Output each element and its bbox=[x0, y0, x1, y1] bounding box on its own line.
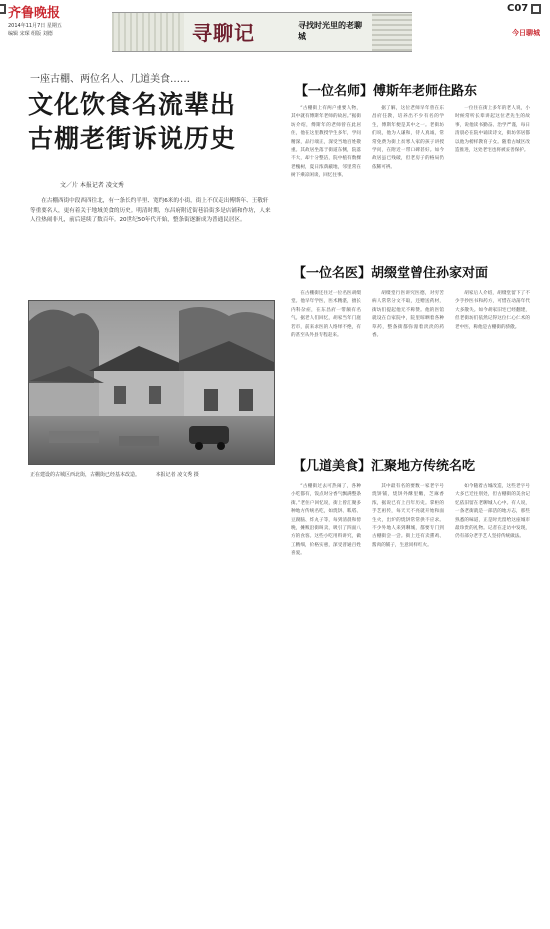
photo-caption bbox=[30, 471, 275, 478]
doctor-column-3: 胡家后人介绍，胡缀堂留下了不少手抄医书和药方，可惜在动荡年代大多散失。如今胡家旧宅已经翻建，但老街坊们依然记得这位仁心仁术的老中医，称他是古棚街的骄傲。 bbox=[455, 291, 530, 330]
headline-line-1: 文化饮食名流辈出 bbox=[28, 90, 237, 119]
section-tag: 今日聊城 bbox=[512, 29, 540, 37]
article-headline bbox=[28, 88, 273, 156]
photo-credit: 本报记者 凌文秀 摄 bbox=[155, 472, 199, 478]
article-lead: 在古棚西街中段西四往北，有一条长约半里、宽约6米的小街，街上不仅走出傅斯年、王敬轩等重要名人，更有着关于地域美食的历史。明清时期，东昌府附近街巷沿街多是店铺和作坊，人来人往热闹非凡，前后延续了数百年。20世纪50年代开始，整条街逐渐成为普通民居区。 bbox=[30, 198, 271, 224]
headline-line-2: 古棚老街诉说历史 bbox=[28, 124, 237, 153]
food-column-2: 其中最有名的要数一家老字号烧饼铺，烧饼外酥里嫩，芝麻香浓，据说已有上百年历史。掌柜的手艺祖传，每天天不亮就开始和面生火，出炉的烧饼常常供不应求。不少外地人来到聊城，都要专门到古棚街尝一尝。街上还有卖熏鸡、酱肉的铺子，生意同样红火。 bbox=[372, 484, 444, 548]
newspaper-name: 齐鲁晚报 bbox=[8, 6, 61, 21]
photo-caption-text: 正在建设的古城区西北街，古棚街已经基本改造。 bbox=[30, 472, 141, 478]
column-subtitle: 寻找时光里的老聊城 bbox=[298, 20, 362, 41]
teacher-column-1: “古棚街上有两户重要人物，其中就有傅斯年老师的故居。”据街坊介绍，傅斯年的老师曾在此居住，他在这里教授学生多年，学问精深，品行端正，深受当地百姓敬重。其故居坐落于街道东侧，院落不大，却十分整洁，院中植有数棵老槐树，夏日浓荫蔽地，邻里常在树下乘凉闲谈，回忆往事。 bbox=[291, 106, 361, 179]
register-mark-right bbox=[531, 4, 541, 14]
street-photo bbox=[28, 300, 275, 465]
food-column-1: “古棚街过去可热闹了，各种小吃都有，饭点时分香气飘满整条街。”老住户回忆说，街上曾汇聚多种地方传统名吃，如烧饼、呱嗒、豆腐脑、炸丸子等，每到清晨和傍晚，摊贩沿街叫卖，吸引了四面八方的食客。这些小吃用料讲究，做工精细，价格实惠，深受普通百姓喜爱。 bbox=[291, 484, 361, 557]
banner-decoration bbox=[112, 13, 184, 51]
section-title-doctor: 【一位名医】胡缀堂曾住孙家对面 bbox=[293, 266, 489, 281]
column-banner bbox=[112, 12, 412, 52]
teacher-column-3: 一位住在街上多年的老人说，小时候常听长辈讲起这位老先生的故事，说他读书勤奋、治学严谨，每日清晨必在院中诵读诗文，街坊邻居都以他为榜样教育子女。随着古城区改造推进，这处老宅也将被妥善保护。 bbox=[455, 106, 530, 154]
editor-credits: 编辑 宋琛 组版 刘德 bbox=[8, 31, 53, 37]
doctor-column-2: 胡缀堂行医讲究医德，对穷苦病人常常分文不取，还赠送药材，街坊们提起他无不称赞。他的医馆就设在自家院中，院里晾晒着各种草药，整条街都弥漫着淡淡的药香。 bbox=[372, 291, 444, 339]
page-number: C07 bbox=[507, 3, 529, 14]
article-kicker: 一座古棚、两位名人、几道美食…… bbox=[30, 74, 190, 85]
column-title: 寻聊记 bbox=[192, 21, 255, 45]
section-title-food: 【几道美食】汇聚地方传统名吃 bbox=[293, 459, 476, 474]
food-column-3: 如今随着古城改造，这些老字号大多已迁往别处，但古棚街的美食记忆依旧留在老聊城人心中。有人说，一条老街就是一部活的地方志，那些熟悉的味道，正是时光留给这座城市最珍贵的礼物。记者在走访中发现，仍有部分老手艺人坚持传统做法。 bbox=[455, 484, 530, 540]
page-header bbox=[0, 0, 550, 58]
register-mark-left bbox=[0, 4, 6, 14]
banner-roof-decoration bbox=[372, 13, 412, 51]
street-photo-illustration bbox=[29, 301, 275, 465]
teacher-column-2: 据了解，这位老师早年曾在东昌府任教，培养出不少有名的学生，傅斯年便是其中之一。老街坊们说，他为人谦和，待人真诚，常常免费为街上贫寒人家的孩子讲授学问，在附近一带口碑甚好。如今故居虽已残破，但老房子的格局仍依稀可辨。 bbox=[372, 106, 444, 170]
article-byline: 文／片 本报记者 凌文秀 bbox=[60, 182, 124, 189]
issue-date: 2014年11月7日 星期五 bbox=[8, 23, 62, 29]
doctor-column-1: 在古棚街还住过一位名医胡缀堂。他早年学医，医术精湛，擅长内科杂症，在东昌府一带颇有名气。据老人们回忆，胡家当年门庭若市，前来求医的人络绎不绝，有的甚至从外县专程赶来。 bbox=[291, 291, 361, 339]
section-title-teacher: 【一位名师】傅斯年老师住路东 bbox=[295, 84, 478, 99]
